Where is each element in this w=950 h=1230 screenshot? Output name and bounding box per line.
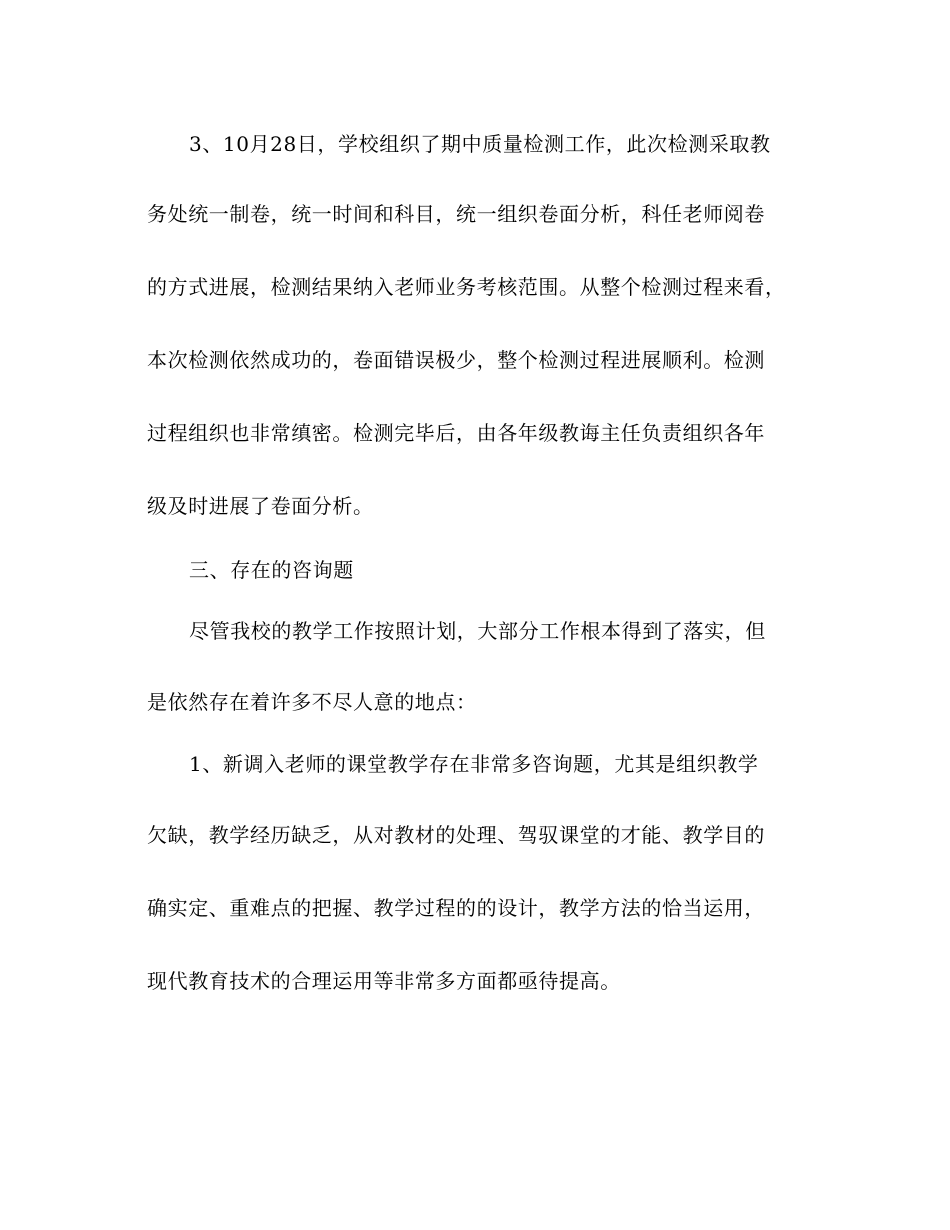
paragraph-line: 欠缺，教学经历缺乏，从对教材的处理、驾驭课堂的才能、教学目的 [147,823,765,847]
paragraph-line: 的方式进展，检测结果纳入老师业务考核范围。从整个检测过程来看， [147,275,786,299]
paragraph-line: 过程组织也非常缜密。检测完毕后，由各年级教诲主任负责组织各年 [147,421,765,445]
paragraph-line: 务处统一制卷，统一时间和科目，统一组织卷面分析，科任老师阅卷 [147,202,765,226]
paragraph-line: 级及时进展了卷面分析。 [147,494,374,518]
paragraph-line: 确实定、重难点的把握、教学过程的的设计，教学方法的恰当运用， [147,896,765,920]
paragraph-line: 1、新调入老师的课堂教学存在非常多咨询题，尤其是组织教学 [189,752,759,776]
paragraph-line: 尽管我校的教学工作按照计划，大部分工作根本得到了落实，但 [189,619,766,643]
paragraph-line: 是依然存在着许多不尽人意的地点： [147,690,477,714]
paragraph-line: 3、10月28日，学校组织了期中质量检测工作，此次检测采取教 [189,132,771,156]
paragraph-line: 本次检测依然成功的，卷面错误极少，整个检测过程进展顺利。检测 [147,348,765,372]
section-heading: 三、存在的咨询题 [189,558,354,582]
paragraph-line: 现代教育技术的合理运用等非常多方面都亟待提高。 [147,969,621,993]
